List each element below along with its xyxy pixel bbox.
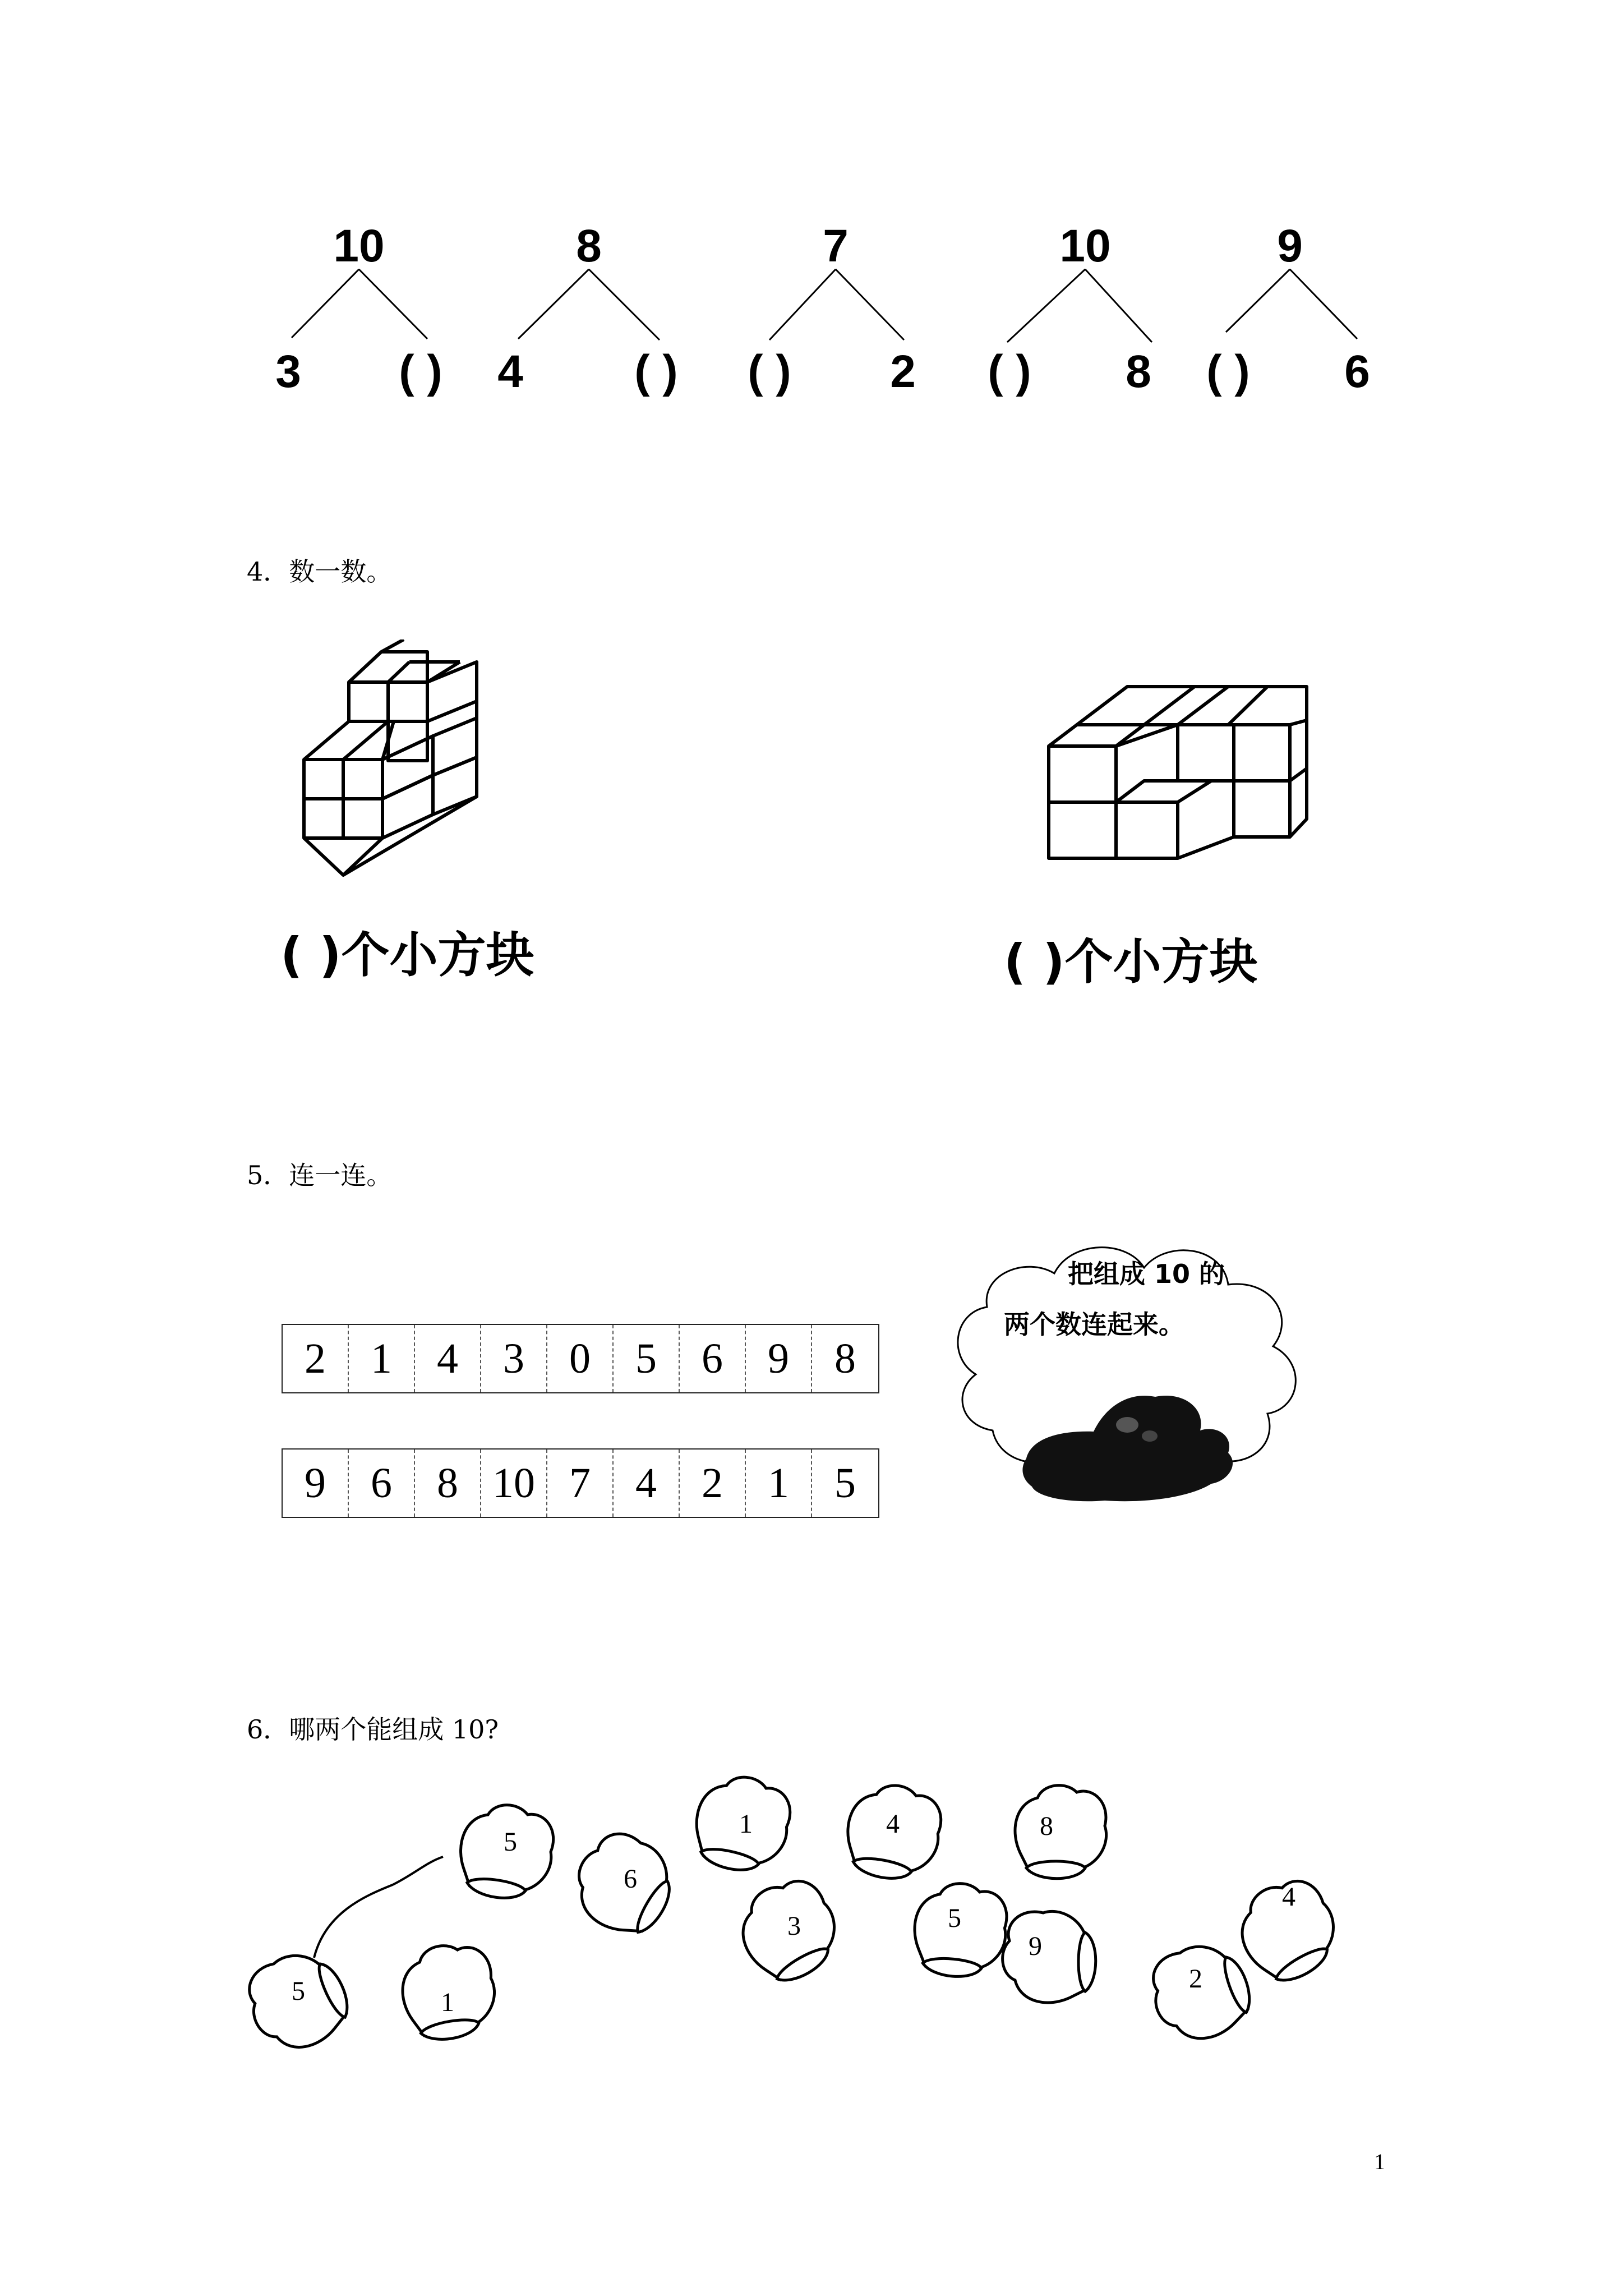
- q4-left-caption: ( )个小方块: [280, 927, 534, 983]
- row2-cell[interactable]: 8: [415, 1450, 481, 1517]
- row1-cell[interactable]: 1: [349, 1325, 415, 1392]
- q4-heading: 4．数一数。: [247, 556, 393, 587]
- row2-cell[interactable]: 2: [680, 1450, 746, 1517]
- animal-icon: [1021, 1386, 1245, 1515]
- mitten-label: 3: [787, 1911, 801, 1941]
- bond-2-left: 4: [497, 346, 523, 397]
- row2-cell[interactable]: 1: [746, 1450, 812, 1517]
- bond-5-total: 9: [1277, 220, 1303, 272]
- mitten-label: 5: [292, 1976, 305, 2006]
- mitten-label: 4: [1282, 1882, 1295, 1912]
- row2-cell[interactable]: 10: [481, 1450, 547, 1517]
- row1-cell[interactable]: 0: [547, 1325, 614, 1392]
- mitten-label: 5: [948, 1903, 961, 1933]
- mitten-label: 8: [1040, 1811, 1053, 1841]
- row1-cell[interactable]: 9: [746, 1325, 812, 1392]
- bond-3-total: 7: [823, 220, 849, 272]
- bond-3-left-blank[interactable]: ( ): [748, 346, 791, 397]
- bond-2-total: 8: [576, 220, 602, 272]
- row2-cell[interactable]: 7: [547, 1450, 614, 1517]
- q6-heading: 6．哪两个能组成 10?: [247, 1714, 499, 1745]
- page-number: 1: [1374, 2149, 1385, 2174]
- q4-right-caption: ( )个小方块: [1004, 934, 1258, 990]
- bond-4-right: 8: [1126, 346, 1151, 397]
- mitten-label: 1: [441, 1987, 454, 2017]
- number-row-1: [282, 1324, 879, 1393]
- row2-cell[interactable]: 5: [834, 1459, 856, 1507]
- row1-cell[interactable]: 6: [680, 1325, 746, 1392]
- mitten-label: 6: [624, 1864, 637, 1894]
- row1-cell[interactable]: 3: [481, 1325, 547, 1392]
- row1-cell[interactable]: 2: [283, 1325, 349, 1392]
- row2-cell[interactable]: 9: [283, 1450, 349, 1517]
- bubble-line-2: 两个数连起来。: [1004, 1309, 1184, 1340]
- bond-2-right-blank[interactable]: ( ): [634, 346, 678, 397]
- cube-stack-right-figure: [1043, 679, 1318, 869]
- bond-5-right: 6: [1344, 346, 1370, 397]
- bubble-line-1: 把组成 10 的: [1068, 1259, 1225, 1289]
- mitten-label: 2: [1189, 1964, 1202, 1994]
- number-row-2: [282, 1448, 879, 1518]
- row1-cell[interactable]: 4: [415, 1325, 481, 1392]
- bond-4-total: 10: [1059, 220, 1111, 272]
- mittens-figure: [0, 1767, 1623, 2104]
- mitten-label: 1: [739, 1809, 753, 1839]
- bond-5-left-blank[interactable]: ( ): [1206, 346, 1250, 397]
- mitten-label: 4: [886, 1809, 900, 1839]
- mitten-label: 5: [504, 1827, 517, 1857]
- bond-3-right: 2: [890, 346, 916, 397]
- q5-heading: 5．连一连。: [247, 1160, 393, 1190]
- mitten-label: 9: [1029, 1931, 1042, 1961]
- bond-1-total: 10: [333, 220, 385, 272]
- row2-cell[interactable]: 4: [614, 1450, 680, 1517]
- row2-cell[interactable]: 6: [349, 1450, 415, 1517]
- row1-cell[interactable]: 8: [834, 1335, 856, 1382]
- bond-4-left-blank[interactable]: ( ): [988, 346, 1031, 397]
- bond-1-right-blank[interactable]: ( ): [399, 346, 442, 397]
- bond-1-left: 3: [275, 346, 301, 397]
- cube-stack-left-figure: [297, 639, 488, 886]
- row1-cell[interactable]: 5: [614, 1325, 680, 1392]
